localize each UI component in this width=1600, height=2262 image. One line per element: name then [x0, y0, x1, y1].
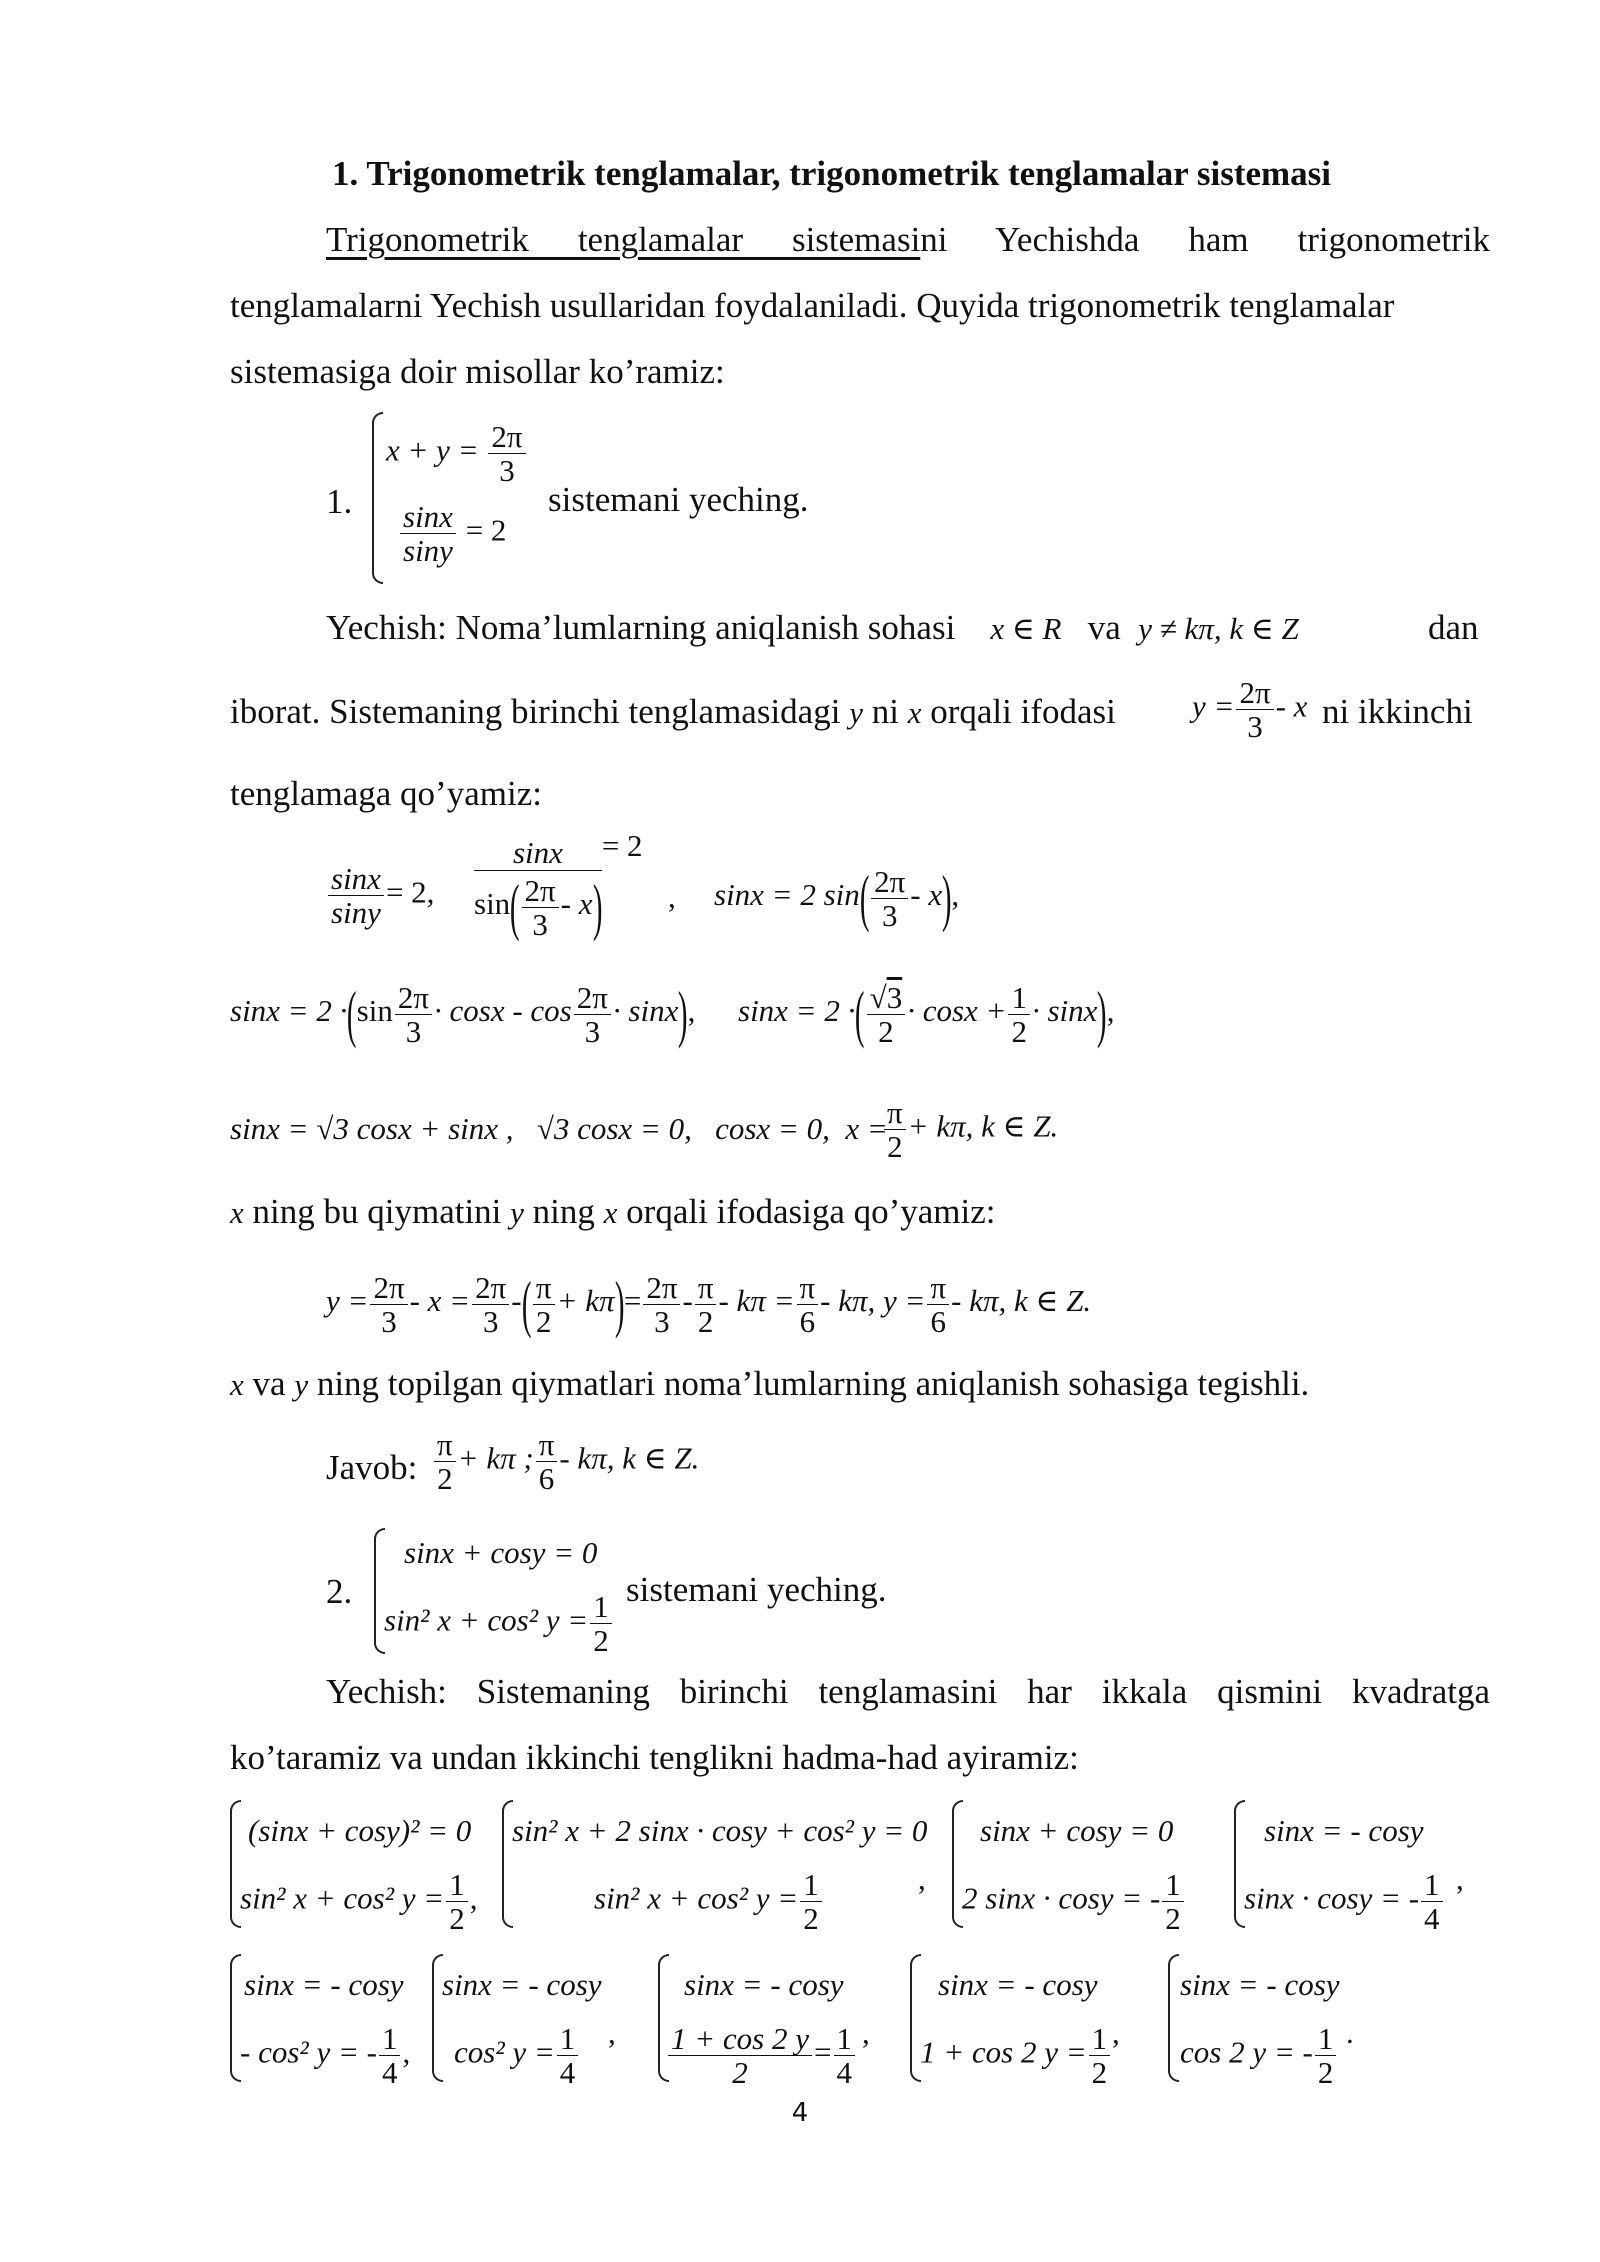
- sys9-end: .: [1346, 2015, 1354, 2050]
- math-row1-a: $\frac{\sin x}{\sin y}$ = 2,: [326, 862, 434, 929]
- ex1-task: sistemani yeching.: [548, 480, 809, 519]
- math-row2-a: sinx = 2 ·(sin $\frac{2\pi}{3}$ · cosx - cos $\frac{2\pi}{3}$ · sinx),: [230, 978, 696, 1049]
- page-number: 4: [791, 2098, 809, 2128]
- ex1-sol-line2: iborat. Sistemaning birinchi tenglamasidagi y ni x orqali ifodasi: [230, 692, 1116, 731]
- answer-label: Javob:: [326, 1448, 418, 1487]
- math-row2-b: sinx = 2 ·( $\frac{√3}{2}$ · cosx + $\frac{1}{2}$ · sinx),: [738, 978, 1115, 1049]
- sys8-eq2: 1 + cos 2 y = $\frac{1}{2}$: [920, 2022, 1112, 2089]
- answer-expr: $\frac{\pi}{2}$ + kπ ; $\frac{\pi}{6}$ - kπ, k ∈ Z.: [432, 1428, 699, 1495]
- sys6-eq1: sinx = - cosy: [442, 1967, 602, 2002]
- intro-line-3: sistemasiga doir misollar ko’ramiz:: [230, 352, 725, 391]
- ex1-sol-line3: tenglamaga qo’yamiz:: [230, 774, 542, 813]
- ex1-eq1: x + y = $\frac{2\pi}{3}$: [386, 420, 528, 487]
- sys4-sep: ,: [1456, 1861, 1464, 1896]
- sys2-eq2: sin² x + cos² y = $\frac{1}{2}$: [594, 1868, 824, 1935]
- sys1-eq1: (sinx + cosy)² = 0: [248, 1813, 472, 1848]
- sys7-eq2: $\frac{1 + \cos 2 y}{2}$ = $\frac{1}{4}$: [666, 2022, 857, 2089]
- sys6-eq2: cos² y = $\frac{1}{4}$: [454, 2022, 580, 2089]
- sys8-sep: ,: [1112, 2015, 1120, 2050]
- intro-line-1: Trigonometrik tenglamalar sistemasini Yechishda ham trigonometrik: [326, 220, 1490, 259]
- ex2-sol-line2: ko’taramiz va undan ikkinchi tenglikni hadma-had ayiramiz:: [230, 1738, 1079, 1777]
- sys2-sep: ,: [918, 1861, 926, 1896]
- math-row1-c: sinx = 2 sin( $\frac{2\pi}{3}$ - x),: [714, 862, 960, 933]
- sys9-brace: [1168, 1954, 1179, 2082]
- ex1-sol-dan: dan: [1428, 608, 1479, 647]
- ex1-brace: [372, 412, 383, 584]
- ex2-eq1: sinx + cosy = 0: [404, 1535, 598, 1570]
- ex1-sol-ni-ikkinchi: ni ikkinchi: [1322, 692, 1473, 731]
- section-heading: 1. Trigonometrik tenglamalar, trigonometrik tenglamalar sistemasi: [332, 154, 1332, 193]
- math-row1-comma: ,: [668, 879, 676, 914]
- ex2-sol-line1: Yechish: Sistemaning birinchi tenglamasini har ikkala qismini kvadratga: [326, 1672, 1490, 1711]
- sys4-eq1: sinx = - cosy: [1264, 1813, 1424, 1848]
- ex2-task: sistemani yeching.: [626, 1570, 887, 1609]
- sys9-eq1: sinx = - cosy: [1180, 1967, 1340, 2002]
- math-row1-b: sinx sin( $\frac{2\pi}{3}$ - x) = 2: [474, 827, 643, 942]
- sys3-eq1: sinx + cosy = 0: [980, 1813, 1174, 1848]
- sys4-eq2: sinx · cosy = - $\frac{1}{4}$: [1244, 1868, 1445, 1935]
- x-value-line: x ning bu qiymatini y ning x orqali ifodasiga qo’yamiz:: [230, 1192, 996, 1231]
- ex1-y-expr: y = $\frac{2\pi}{3}$ - x: [1192, 675, 1308, 744]
- sys9-eq2: cos 2 y = - $\frac{1}{2}$: [1180, 2022, 1338, 2089]
- intro-link[interactable]: Trigonometrik tenglamalar sistemasi: [326, 220, 921, 259]
- sys7-eq1: sinx = - cosy: [684, 1967, 844, 2002]
- ex1-eq2: $\frac{\sin x}{\sin y}$ = 2: [398, 500, 506, 567]
- sys5-eq2: - cos² y = - $\frac{1}{4}$ ,: [240, 2021, 411, 2090]
- ex1-sol-line1: Yechish: Noma’lumlarning aniqlanish sohasi x ∈ R va y ≠ kπ, k ∈ Z: [326, 608, 1299, 647]
- sys5-eq1: sinx = - cosy: [244, 1967, 404, 2002]
- ex2-number: 2.: [326, 1572, 353, 1611]
- sys1-eq2: sin² x + cos² y = $\frac{1}{2}$ ,: [240, 1867, 478, 1936]
- sys8-eq1: sinx = - cosy: [938, 1967, 1098, 2002]
- sys6-sep: ,: [608, 2015, 616, 2050]
- ex2-eq2: sin² x + cos² y = $\frac{1}{2}$: [384, 1590, 614, 1657]
- math-row4: y = $\frac{2\pi}{3}$ - x = $\frac{2\pi}{3}$ -( $\frac{\pi}{2}$ + kπ)= $\frac{2\pi}{3}$ - $\frac{\pi}{2}$ - kπ = $\frac{\pi}{6}$ - kπ, y = $\frac{\pi}{6}$ - kπ, k ∈ Z.: [326, 1268, 1092, 1339]
- sys2-eq1: sin² x + 2 sinx · cosy + cos² y = 0: [512, 1813, 928, 1848]
- values-belong-line: x va y ning topilgan qiymatlari noma’lumlarning aniqlanish sohasiga tegishli.: [230, 1364, 1310, 1403]
- intro-line-2: tenglamalarni Yechish usullaridan foydalaniladi. Quyida trigonometrik tenglamalar: [230, 286, 1395, 325]
- math-row3: sinx = √3 cosx + sinx , √3 cosx = 0, cosx = 0, x =: [230, 1111, 888, 1146]
- sys3-eq2: 2 sinx · cosy = - $\frac{1}{2}$: [962, 1868, 1186, 1935]
- math-row3-frac: $\frac{\pi}{2}$ + kπ, k ∈ Z.: [882, 1096, 1058, 1163]
- ex1-number: 1.: [326, 482, 353, 521]
- sys7-sep: ,: [862, 2015, 870, 2050]
